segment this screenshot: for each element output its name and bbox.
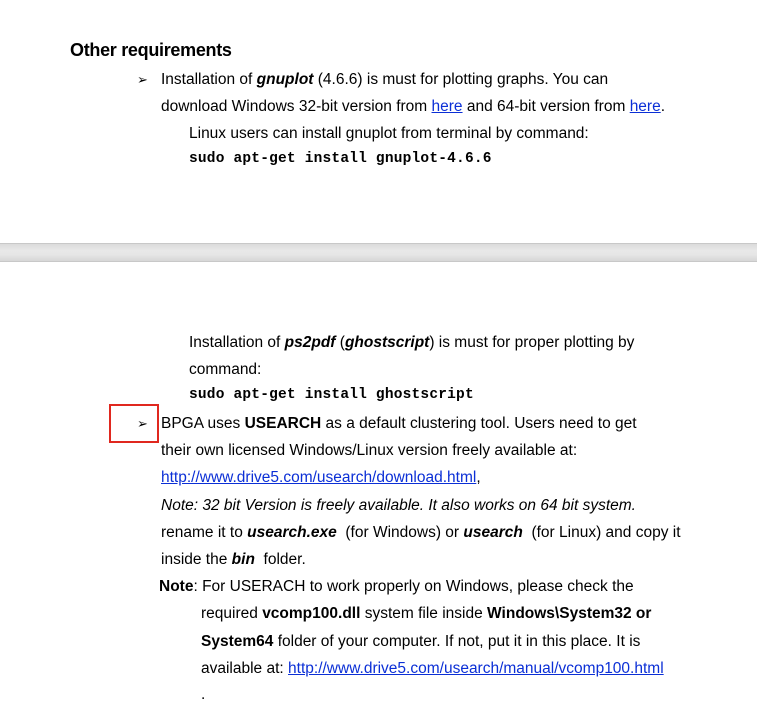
system32-path: Windows\System32 or [487,605,652,622]
text: : For USERACH to work properly on Windows, please check the [193,578,634,595]
text: (for Windows) or [336,524,464,541]
text: , [476,469,481,486]
ghostscript-install-command: sudo apt-get install ghostscript [189,387,474,403]
download-32bit-link[interactable]: here [431,98,463,115]
ps2pdf-name: ps2pdf [284,334,336,351]
note-line-3 [201,632,640,652]
note-label: Note [159,578,194,595]
text: system file inside [360,605,488,622]
usearch-exe-name: usearch.exe [247,524,337,541]
page-separator [0,243,757,262]
usearch-download-link[interactable]: http://www.drive5.com/usearch/download.html [161,469,477,486]
text: (4.6.6) is must for plotting graphs. You can [313,71,609,88]
text: download Windows 32-bit version from [161,98,432,115]
text: as a default clustering tool. Users need to get [321,415,637,432]
vcomp-dll-name: vcomp100.dll [262,605,361,622]
usearch-line-1 [161,414,637,434]
bin-folder-name: bin [231,551,255,568]
text: folder. [254,551,306,568]
text: ) is must for proper plotting by [429,334,635,351]
ps2pdf-line-1 [189,333,634,353]
usearch-line-2: their own licensed Windows/Linux version freely available at: [161,442,578,459]
gnuplot-name: gnuplot [256,71,314,88]
separator-edge [0,243,757,244]
text: ( [335,334,345,351]
note-line-1 [159,577,634,597]
text: folder of your computer. If not, put it in this place. It is [273,633,641,650]
text: (for Linux) and copy it [522,524,681,541]
note-line-2 [201,604,651,624]
usearch-note-line: Note: 32 bit Version is freely available. It also works on 64 bit system. [161,497,636,514]
separator-edge [0,261,757,262]
text: inside the [161,551,232,568]
inside-bin-line [161,550,306,570]
gnuplot-line-1 [161,70,608,90]
note-line-4 [201,659,664,679]
text: . [660,98,666,115]
note-line-5: . [201,686,206,703]
vcomp-download-link[interactable]: http://www.drive5.com/usearch/manual/vcomp100.html [288,660,664,677]
text: available at: [201,660,289,677]
text: Installation of [189,334,285,351]
download-64bit-link[interactable]: here [629,98,661,115]
highlight-box [109,404,159,443]
usearch-name: USEARCH [244,415,322,432]
text: BPGA uses [161,415,245,432]
gnuplot-line-2 [161,97,665,117]
bullet-arrow-icon: ➢ [137,416,148,431]
text: rename it to [161,524,248,541]
gnuplot-install-command: sudo apt-get install gnuplot-4.6.6 [189,151,492,167]
rename-line [161,523,681,543]
usearch-download-line [161,468,481,488]
ghostscript-name: ghostscript [344,334,430,351]
section-heading: Other requirements [70,40,232,60]
usearch-linux-name: usearch [463,524,523,541]
linux-instruction: Linux users can install gnuplot from terminal by command: [189,125,589,142]
text: Installation of [161,71,257,88]
ps2pdf-line-2: command: [189,361,262,378]
system64-name: System64 [201,633,274,650]
text: required [201,605,263,622]
bullet-arrow-icon: ➢ [137,72,148,87]
text: and 64-bit version from [462,98,630,115]
